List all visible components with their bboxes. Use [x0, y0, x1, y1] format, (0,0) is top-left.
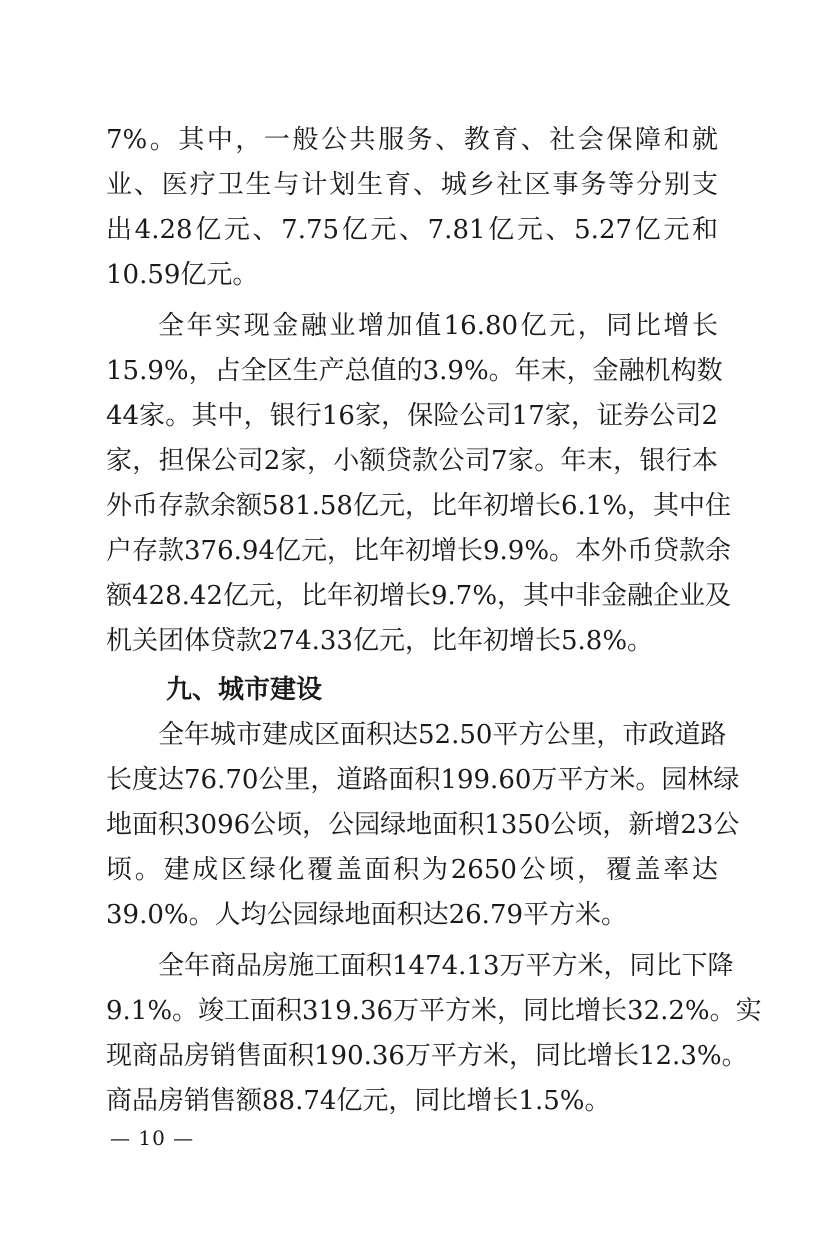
text-line: 44家。其中，银行16家，保险公司17家，证券公司2	[106, 401, 718, 431]
text-line: 现商品房销售面积190.36万平方米，同比增长12.3%。	[106, 1041, 748, 1071]
text-line: 户存款376.94亿元，比年初增长9.9%。本外币贷款余	[106, 536, 732, 566]
text-line: 全年商品房施工面积1474.13万平方米，同比下降	[158, 951, 734, 981]
paragraph-urban-construction	[106, 713, 740, 938]
text-line: 长度达76.70公里，道路面积199.60万平方米。园林绿	[106, 765, 740, 795]
text-line: 外币存款余额581.58亿元，比年初增长6.1%，其中住	[106, 491, 732, 521]
section-heading: 九、城市建设	[166, 675, 323, 705]
text-line: 家，担保公司2家，小额贷款公司7家。年末，银行本	[106, 446, 718, 476]
text-line: 全年实现金融业增加值16.80亿元，同比增长	[158, 311, 718, 341]
text-line: 全年城市建成区面积达52.50平方公里，市政道路	[158, 720, 727, 750]
text-line: 出4.28亿元、7.75亿元、7.81亿元、5.27亿元和	[106, 215, 718, 245]
paragraph-fiscal-spending	[106, 118, 718, 298]
text-line: 商品房销售额88.74亿元，同比增长1.5%。	[106, 1086, 611, 1116]
paragraph-finance	[106, 304, 732, 664]
text-line: 业、医疗卫生与计划生育、城乡社区事务等分别支	[106, 170, 718, 200]
text-line: 9.1%。竣工面积319.36万平方米，同比增长32.2%。实	[106, 996, 762, 1026]
text-line: 地面积3096公顷，公园绿地面积1350公顷，新增23公	[106, 810, 740, 840]
text-line: 7%。其中，一般公共服务、教育、社会保障和就	[106, 125, 718, 155]
text-line: 机关团体贷款274.33亿元，比年初增长5.8%。	[106, 626, 654, 656]
text-line: 顷。建成区绿化覆盖面积为2650公顷，覆盖率达	[106, 855, 718, 885]
text-line: 10.59亿元。	[106, 260, 259, 290]
text-line: 额428.42亿元，比年初增长9.7%，其中非金融企业及	[106, 581, 732, 611]
text-line: 39.0%。人均公园绿地面积达26.79平方米。	[106, 900, 628, 930]
paragraph-real-estate	[106, 944, 762, 1124]
document-page	[106, 118, 762, 1124]
text-line: 15.9%，占全区生产总值的3.9%。年末，金融机构数	[106, 356, 723, 386]
page-number: — 10 —	[110, 1126, 195, 1150]
